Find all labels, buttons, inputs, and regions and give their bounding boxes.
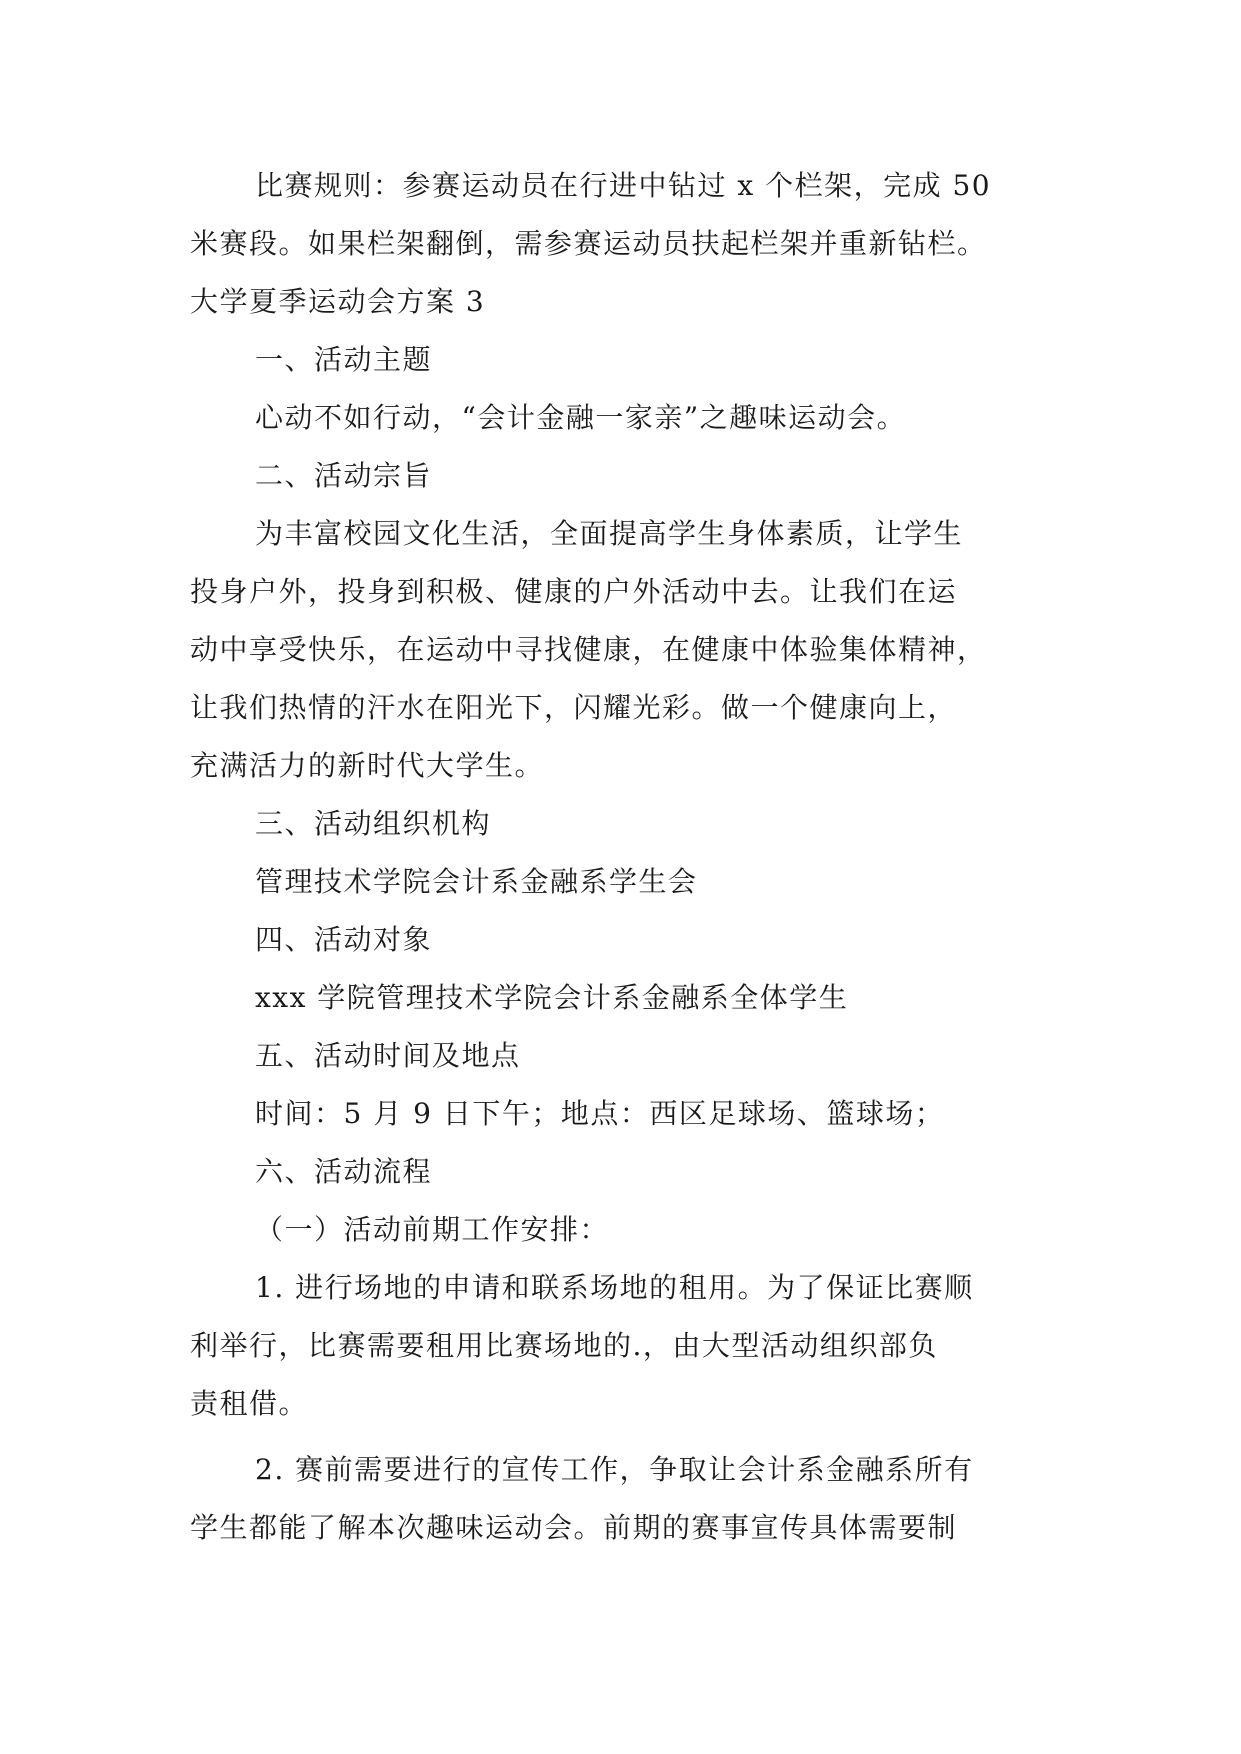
paragraph-line: 比赛规则：参赛运动员在行进中钻过 x 个栏架，完成 50 (255, 169, 992, 202)
paragraph-line: 管理技术学院会计系金融系学生会 (255, 865, 698, 898)
paragraph-line: 充满活力的新时代大学生。 (190, 749, 545, 782)
paragraph-line: 时间：5 月 9 日下午；地点：西区足球场、篮球场； (255, 1097, 945, 1130)
paragraph-line: 让我们热情的汗水在阳光下，闪耀光彩。做一个健康向上， (190, 691, 958, 724)
paragraph-line: 利举行，比赛需要租用比赛场地的.，由大型活动组织部负 (190, 1329, 938, 1362)
paragraph-line: 责租借。 (190, 1387, 309, 1420)
paragraph-line: 2. 赛前需要进行的宣传工作，争取让会计系金融系所有 (255, 1453, 974, 1486)
section-heading: 一、活动主题 (255, 343, 433, 376)
section-heading: 五、活动时间及地点 (255, 1039, 521, 1072)
paragraph-line: 心动不如行动，“会计金融一家亲”之趣味运动会。 (255, 401, 907, 434)
subsection-heading: （一）活动前期工作安排： (255, 1213, 610, 1246)
paragraph-line: 动中享受快乐，在运动中寻找健康，在健康中体验集体精神， (190, 633, 987, 666)
section-heading: 六、活动流程 (255, 1155, 433, 1188)
paragraph-line: 投身户外，投身到积极、健康的户外活动中去。让我们在运 (190, 575, 958, 608)
paragraph-line: 为丰富校园文化生活，全面提高学生身体素质，让学生 (255, 517, 964, 550)
section-heading: 二、活动宗旨 (255, 459, 433, 492)
plan-title: 大学夏季运动会方案 3 (190, 285, 486, 318)
paragraph-line: 学生都能了解本次趣味运动会。前期的赛事宣传具体需要制 (190, 1511, 958, 1544)
paragraph-line: 1. 进行场地的申请和联系场地的租用。为了保证比赛顺 (255, 1271, 974, 1304)
paragraph-line: xxx 学院管理技术学院会计系金融系全体学生 (255, 981, 849, 1014)
section-heading: 四、活动对象 (255, 923, 433, 956)
paragraph-line: 米赛段。如果栏架翻倒，需参赛运动员扶起栏架并重新钻栏。 (190, 227, 987, 260)
section-heading: 三、活动组织机构 (255, 807, 492, 840)
